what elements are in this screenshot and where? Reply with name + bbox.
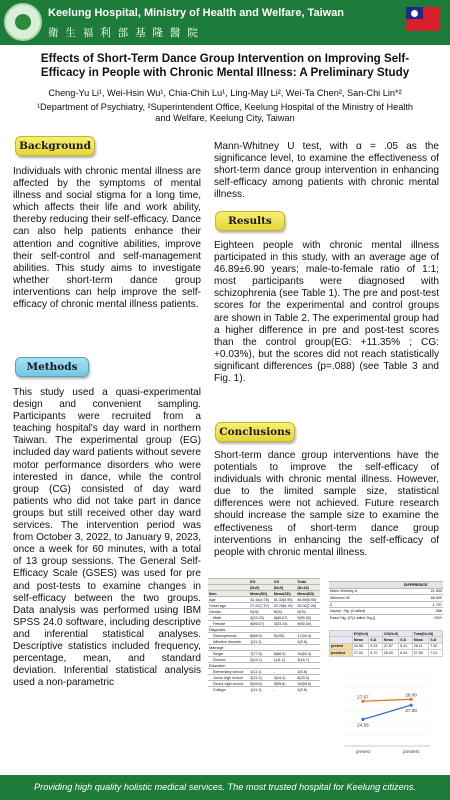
table-cell: 5.70: [369, 650, 382, 656]
table-cell: 7(77.8): [249, 651, 273, 657]
table-cell: Affective disorder: [208, 639, 249, 645]
table-header-row: DIFFERENCE: [329, 582, 443, 589]
table-cell: 8.44: [399, 650, 412, 656]
table-cell: 27.00: [352, 650, 368, 656]
table-cell: Marriage: [208, 645, 249, 651]
table-2-mann-whitney: [329, 581, 443, 621]
table-cell: Junior high school: [208, 675, 249, 681]
series-line-0: [363, 705, 411, 719]
table-cell: 1(11.1): [249, 639, 273, 645]
hospital-logo-icon: [4, 3, 42, 41]
table-cell: 3(33.33): [273, 621, 297, 627]
table-cell: 7.01: [429, 650, 443, 656]
table-header-row: (N=9) (N=9) (N=18): [208, 585, 320, 591]
series-line-1: [363, 699, 411, 701]
table-cell: Z: [329, 601, 403, 608]
table-cell: Senior high school: [208, 681, 249, 687]
table-cell: Education: [208, 663, 249, 669]
data-point: [361, 700, 364, 703]
table-cell: 7.40: [429, 643, 443, 649]
table-cell: 8(88.9): [273, 651, 297, 657]
table-cell: Exact Sig. [2*(1-tailed Sig.)]: [329, 614, 403, 621]
table-cell: 51.33(5.95): [273, 597, 297, 603]
table-cell: Diagnosis: [208, 627, 249, 633]
hospital-name-zh: 衛 生 福 利 部 基 隆 醫 院: [48, 27, 200, 39]
table-cell: 1(11.1): [249, 687, 273, 693]
table-3-scores: [329, 630, 443, 657]
table-cell: 1(5.6): [296, 639, 320, 645]
table-row: [329, 601, 443, 608]
x-tick-label: posttest: [403, 749, 420, 754]
table-cell: N(%): [249, 609, 273, 615]
data-label: 27.00: [405, 708, 417, 714]
table-cell: 5(55.6): [273, 681, 297, 687]
table-cell: 6(66.67): [273, 615, 297, 621]
table-cell: 10(55.6): [296, 681, 320, 687]
table-cell: Wilcoxon W: [329, 595, 403, 602]
table-cell: 27.67: [382, 643, 398, 649]
table-cell: Male: [208, 615, 249, 621]
table-row: [329, 614, 443, 621]
table-cell: -: [273, 669, 297, 675]
data-point: [361, 718, 364, 721]
author-list: Cheng-Yu Li¹, Wei-Hsin Wu¹, Chia-Chih Lu¹, Ling-May Li², Wei-Ta Chen², San-Chi Lin*²: [48, 88, 402, 98]
table-cell: 22.78(6.19): [273, 603, 297, 609]
methods-heading: Methods: [15, 357, 89, 377]
data-point: [409, 704, 412, 707]
table-cell: 6.33: [369, 643, 382, 649]
table-cell: 15(83.3): [296, 651, 320, 657]
table-row: [329, 608, 443, 615]
table-cell: .094ᵃ: [403, 614, 443, 621]
taiwan-flag-icon: [406, 7, 440, 31]
table-cell: 21.500: [403, 588, 443, 595]
table-cell: 28.00: [382, 650, 398, 656]
data-label: 28.00: [405, 692, 417, 698]
table-cell: 1(11.1): [273, 657, 297, 663]
table-cell: Gender: [208, 609, 249, 615]
methods-text: This study used a quasi-experimental design and convenient sampling. Participants were recruited from a teaching hospital's day ward in northern Taiwan. The experimental group (EG) included day ward patients without severe motor performance disorders who were interested in dance, while the control group (CG) consisted of day ward patients who did not take part in dance groups but still received other day ward services. The intervention period was from October 3, 2022, to January 9, 2023, once a week for 60 minutes, with a total of 13 group sessions. The General Self-Efficacy Scale (GSES) was used for pre and post-tests to examine changes in self-efficacy between the two groups. Data analysis was performed using IBM SPSS 24.0 software, including descriptive and inferential statistical analyses. Descriptive statistics included frequency, percentage, mean, and standard deviation. Inferential statistical analysis used a non-parametric: [13, 387, 201, 689]
table-cell: 17(94.4): [296, 633, 320, 639]
table-cell: -: [273, 687, 297, 693]
table-cell: 25.00(7.26): [296, 603, 320, 609]
table-row: [208, 687, 320, 693]
table-cell: 26.11: [412, 643, 429, 649]
table-header-row: EG CG Total: [208, 579, 320, 585]
table-cell: 1(5.6): [296, 669, 320, 675]
poster-title: Effects of Short-Term Dance Group Intervention on Improving Self- Efficacy in People with Chronic Mental Illness: A Preliminary Study: [40, 52, 410, 79]
table-cell: Female: [208, 621, 249, 627]
table-cell: -1.707: [403, 601, 443, 608]
table-cell: 5(55.6): [249, 681, 273, 687]
table-row: [330, 650, 443, 656]
table-cell: 3(16.7): [296, 657, 320, 663]
table-header-row: EG(N=9) CG(N=9) Total(N=18): [330, 631, 443, 637]
table-cell: College: [208, 687, 249, 693]
data-point: [409, 698, 412, 701]
table-cell: posttest: [330, 650, 353, 656]
table-cell: 6(33.3): [296, 675, 320, 681]
data-label: 27.67: [357, 694, 369, 700]
table-header-row: Mean S.D Mean S.D Mean S.D: [330, 637, 443, 643]
table-cell: 27.50: [412, 650, 429, 656]
table-cell: 9(100): [273, 633, 297, 639]
table-1-demographics: [208, 578, 320, 693]
table-cell: Onset age: [208, 603, 249, 609]
table-cell: Mann-Whitney U: [329, 588, 403, 595]
header-bar: [0, 0, 450, 45]
table-cell: Elementary school: [208, 669, 249, 675]
background-text: Individuals with chronic mental illness are affected by the symptoms of mental illness and social stigma for a long time, which affects their life and work ability, thereby reducing their self-efficacy. Dance can also help patients enhance their attention and cognitive abilities, improve their self-control and self-management abilities. This study aims to investigate whether short-term dance group interventions can help improve the self-efficacy of chronic mental illness patients.: [13, 166, 201, 311]
table-cell: 42.44(4.75): [249, 597, 273, 603]
table-cell: 9(50.00): [296, 621, 320, 627]
table-cell: 24.56: [352, 643, 368, 649]
table-cell: Age: [208, 597, 249, 603]
table-header-row: Item Mean(SD) Mean(SD) Mean(SD): [208, 591, 320, 597]
table-cell: Schizophrenia: [208, 633, 249, 639]
table-cell: 9(50.00): [296, 615, 320, 621]
table-row: [329, 588, 443, 595]
conclusions-heading: Conclusions: [215, 422, 295, 442]
table-cell: 8.41: [399, 643, 412, 649]
figure-1-line-chart: [330, 664, 442, 764]
methods-text-continued: Mann-Whitney U test, with α = .05 as the significance level, to examine the effectiveness of short-term dance group intervention in enhancing self-efficacy among patients with chronic mental illness.: [214, 141, 439, 201]
table-cell: 4(44.4): [273, 675, 297, 681]
footer-slogan: Providing high quality holistic medical services. The most trusted hospital for Keelung citizens.: [34, 782, 416, 792]
table-cell: Single: [208, 651, 249, 657]
table-cell: 8(88.9): [249, 633, 273, 639]
results-heading: Results: [215, 211, 285, 231]
table-cell: 27.22(7.97): [249, 603, 273, 609]
table-cell: 3(33.33): [249, 615, 273, 621]
table-cell: 2(22.2): [249, 657, 273, 663]
table-cell: 6(66.67): [249, 621, 273, 627]
table-cell: N(%): [273, 609, 297, 615]
results-text: Eighteen people with chronic mental illness participated in this study, with an average age of 46.89±6.90 years; male-to-female ratio of 1:1; most participants were diagnosed with schizophrenia (see Table 1). The pre and post-test scores for the experimental and control groups are shown in Table 2. The experimental group had a higher difference in pre and post-test scores than the control group(EG: +11.35% ; CG: +0.03%), but the scores did not reach statistically significant differences (p=.088) (see Table 3 and Fig. 1).: [214, 240, 439, 385]
table-cell: 1(11.1): [249, 669, 273, 675]
table-cell: Divorce: [208, 657, 249, 663]
conclusions-text: Short-term dance group interventions have the potentials to improve the self-efficacy of individuals with chronic mental illness. However, due to the limited sample size, statistical differences were not achieved. Future research should increase the sample size to examine the effectiveness of short-term dance group interventions in enhancing the self-efficacy of people with chronic mental illness.: [214, 450, 439, 558]
table-cell: .088: [403, 608, 443, 615]
table-cell: Asymp. Sig. (2-tailed): [329, 608, 403, 615]
table-cell: 46.89(6.90): [296, 597, 320, 603]
table-cell: N(%): [296, 609, 320, 615]
background-heading: Background: [15, 136, 95, 156]
data-label: 24.56: [357, 722, 369, 728]
table-cell: 66.500: [403, 595, 443, 602]
table-cell: -: [273, 639, 297, 645]
affiliation: ¹Department of Psychiatry, ²Superintendent Office, Keelung Hospital of the Ministry of Health and Welfare, Keelung City, Taiwan: [36, 102, 414, 123]
table-cell: pretest: [330, 643, 353, 649]
table-cell: 1(5.6): [296, 687, 320, 693]
table-cell: 2(22.2): [249, 675, 273, 681]
x-tick-label: pretest: [355, 749, 370, 754]
hospital-name-en: Keelung Hospital, Ministry of Health and Welfare, Taiwan: [48, 7, 345, 19]
table-row: [329, 595, 443, 602]
footer-bar: [0, 775, 450, 800]
